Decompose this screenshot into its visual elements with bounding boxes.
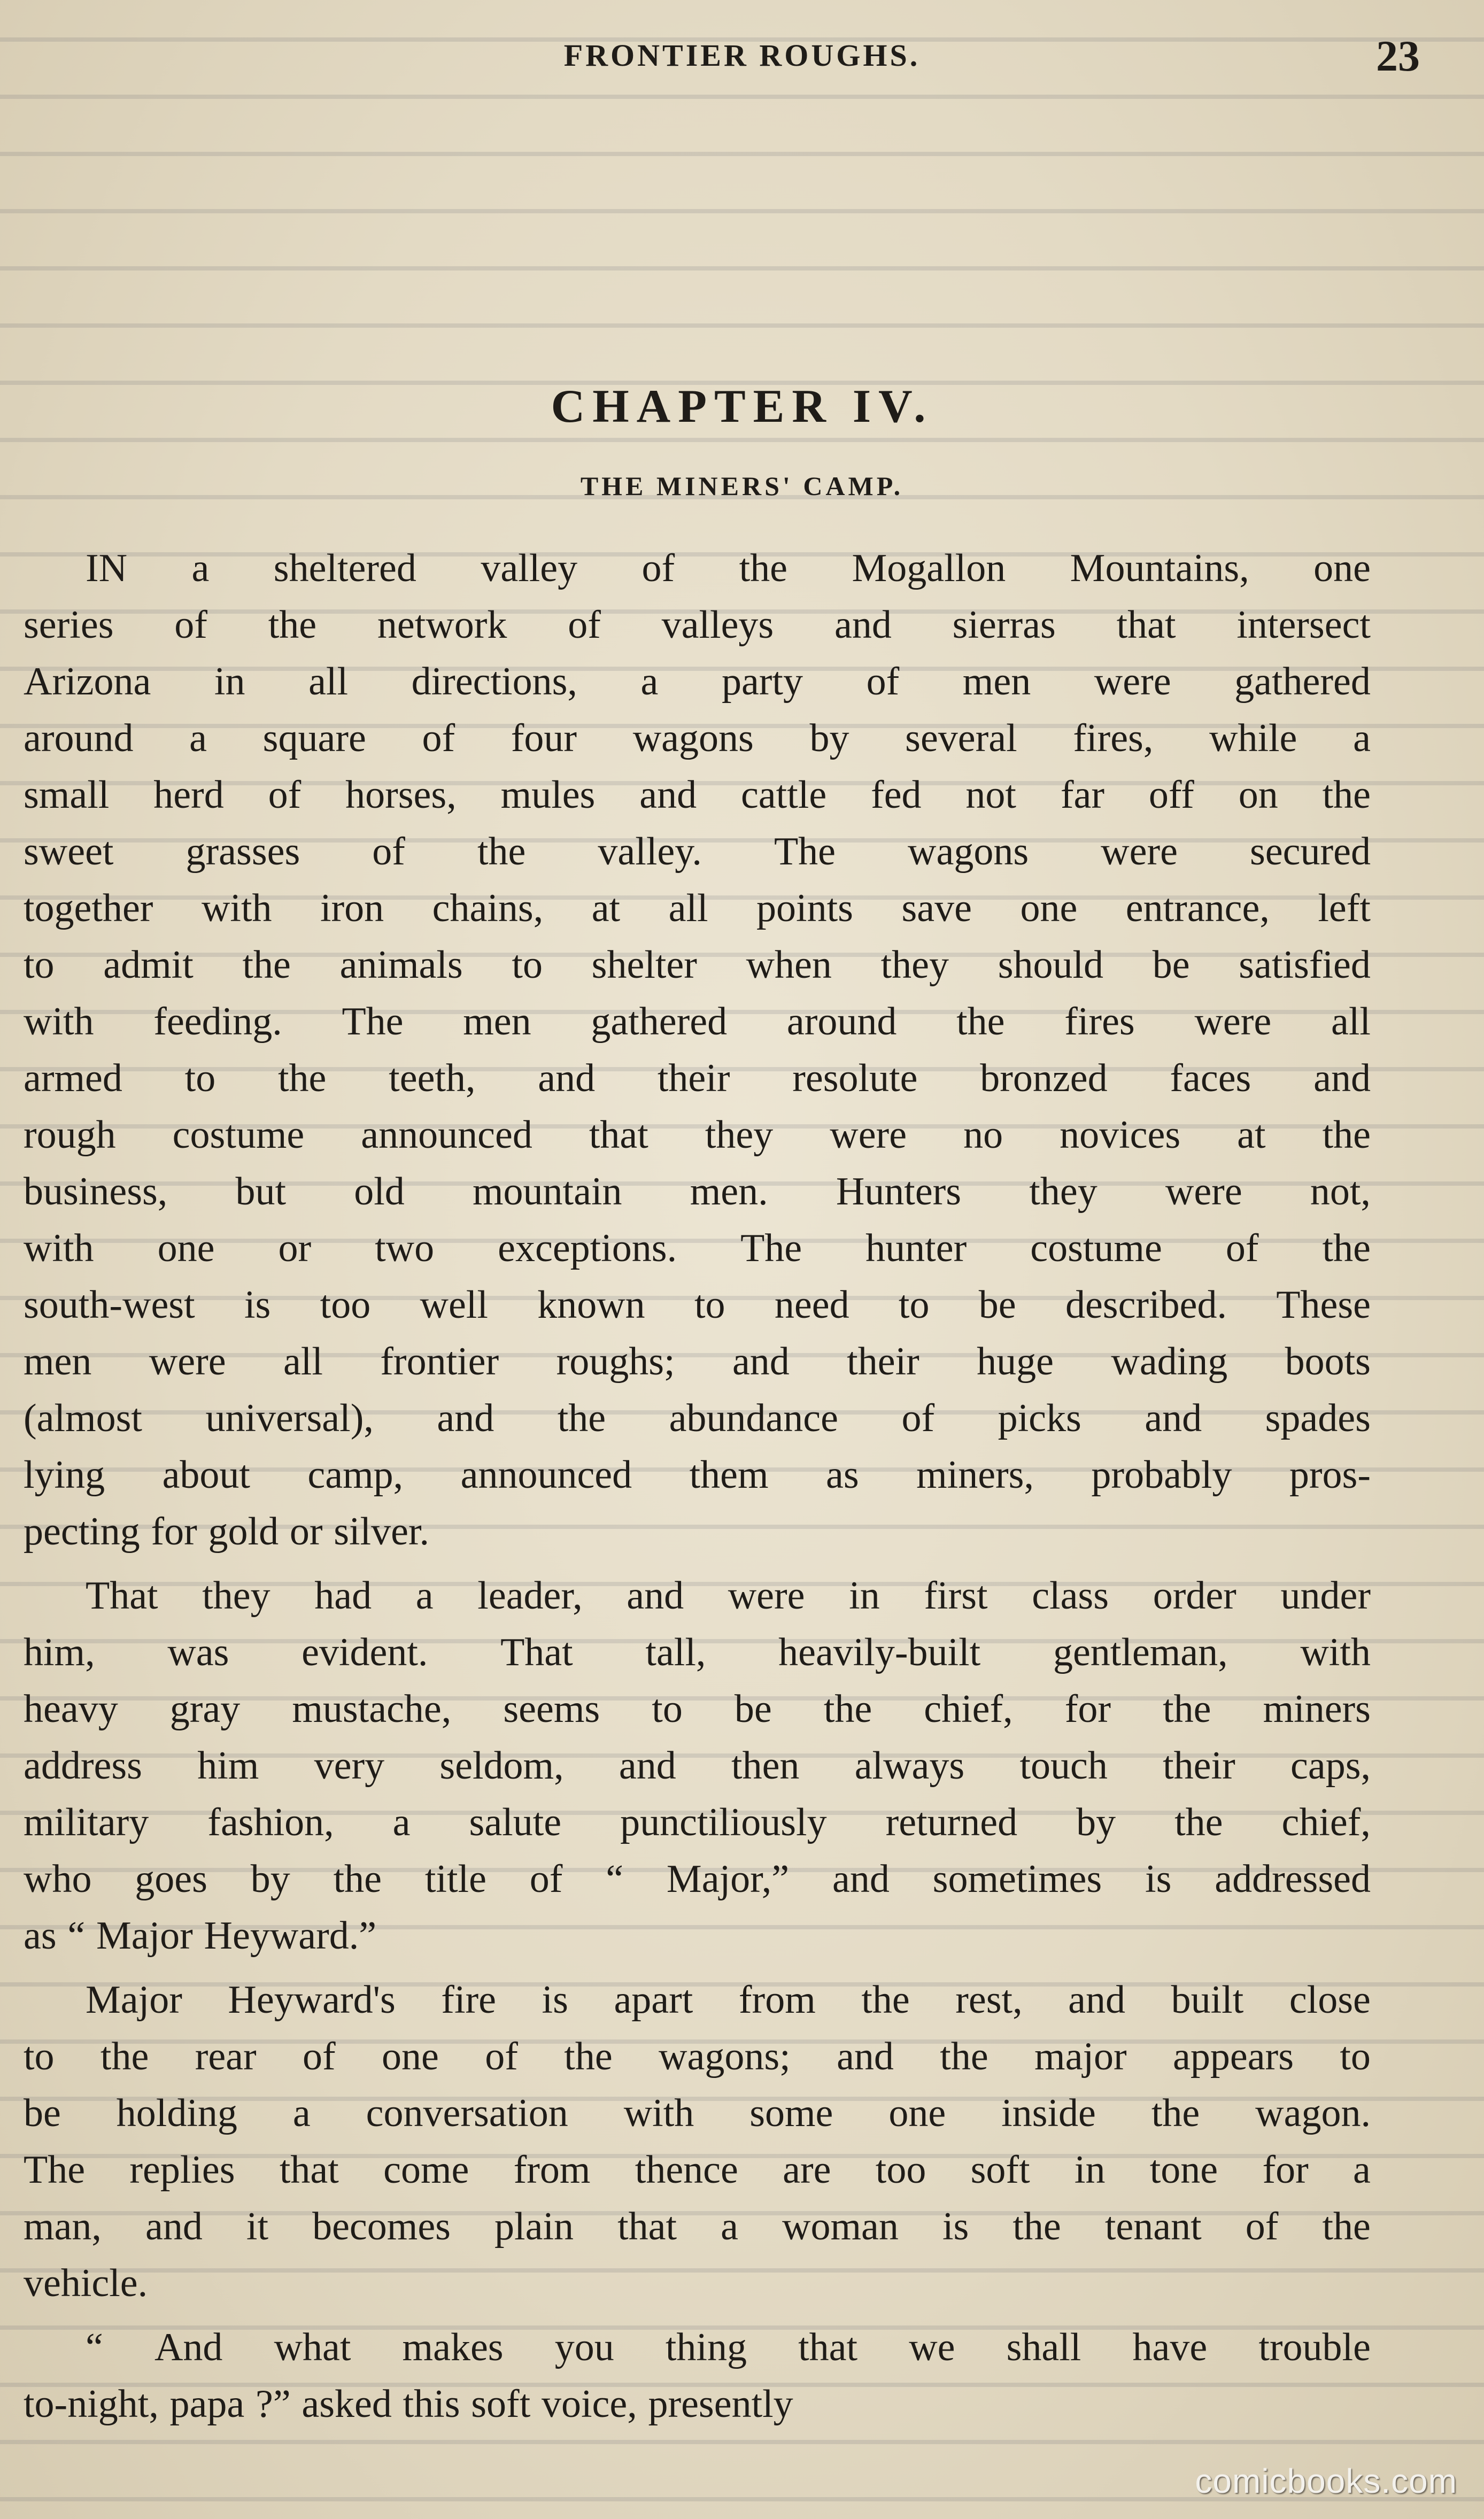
text-line: to admit the animals to shelter when they should be satisfied xyxy=(24,943,1371,987)
text-line: (almost universal), and the abundance of picks and spades xyxy=(24,1396,1371,1440)
text-line: be holding a conversation with some one inside the wagon. xyxy=(24,2091,1371,2135)
site-watermark: comicbooks.com xyxy=(1195,2462,1457,2500)
text-line: Major Heyward's fire is apart from the rest, and built close xyxy=(86,1978,1371,2022)
text-line: rough costume announced that they were no novices at the xyxy=(24,1113,1371,1157)
text-line: as “ Major Heyward.” xyxy=(24,1914,377,1958)
text-line: The replies that come from thence are too soft in tone for a xyxy=(24,2148,1371,2192)
section-title: THE MINERS' CAMP. xyxy=(580,471,904,501)
paragraph xyxy=(24,2319,1371,2432)
text-line: who goes by the title of “ Major,” and sometimes is addressed xyxy=(24,1857,1371,1901)
body-text xyxy=(24,540,1371,2432)
text-line: to-night, papa ?” asked this soft voice, presently xyxy=(24,2382,793,2426)
running-title: FRONTIER ROUGHS. xyxy=(563,38,921,73)
text-line: business, but old mountain men. Hunters they were not, xyxy=(24,1170,1371,1214)
text-line: series of the network of valleys and sierras that intersect xyxy=(24,603,1371,647)
text-line: man, and it becomes plain that a woman is the tenant of the xyxy=(24,2205,1371,2248)
text-line: men were all frontier roughs; and their huge wading boots xyxy=(24,1340,1371,1384)
text-line: around a square of four wagons by several fires, while a xyxy=(24,716,1371,760)
text-line: together with iron chains, at all points save one entrance, left xyxy=(24,886,1371,930)
text-line: pecting for gold or silver. xyxy=(24,1510,430,1554)
text-line: to the rear of one of the wagons; and the major appears to xyxy=(24,2035,1371,2078)
paragraph xyxy=(24,1567,1371,1964)
text-line: with one or two exceptions. The hunter costume of the xyxy=(24,1226,1371,1270)
text-line: with feeding. The men gathered around the fires were all xyxy=(24,1000,1371,1044)
page-number: 23 xyxy=(1376,32,1420,80)
paragraph xyxy=(24,1972,1371,2312)
text-line: lying about camp, announced them as miners, probably pros- xyxy=(24,1453,1371,1497)
text-line: vehicle. xyxy=(24,2261,148,2305)
text-line: address him very seldom, and then always touch their caps, xyxy=(24,1744,1371,1788)
text-line: sweet grasses of the valley. The wagons were secured xyxy=(24,830,1371,874)
text-line: him, was evident. That tall, heavily-built gentleman, with xyxy=(24,1631,1371,1674)
text-line: heavy gray mustache, seems to be the chief, for the miners xyxy=(24,1687,1371,1731)
text-line: armed to the teeth, and their resolute bronzed faces and xyxy=(24,1056,1371,1100)
text-line: “ And what makes you thing that we shall have trouble xyxy=(86,2325,1371,2369)
paragraph xyxy=(24,540,1371,1560)
chapter-title: CHAPTER IV. xyxy=(551,381,933,432)
text-line: small herd of horses, mules and cattle fed not far off on the xyxy=(24,773,1371,817)
text-line: Arizona in all directions, a party of men were gathered xyxy=(24,660,1371,704)
text-line: That they had a leader, and were in first class order under xyxy=(86,1574,1371,1618)
text-line: south-west is too well known to need to be described. These xyxy=(24,1283,1371,1327)
text-line: military fashion, a salute punctiliously returned by the chief, xyxy=(24,1801,1371,1844)
text-line: IN a sheltered valley of the Mogallon Mountains, one xyxy=(86,546,1371,590)
